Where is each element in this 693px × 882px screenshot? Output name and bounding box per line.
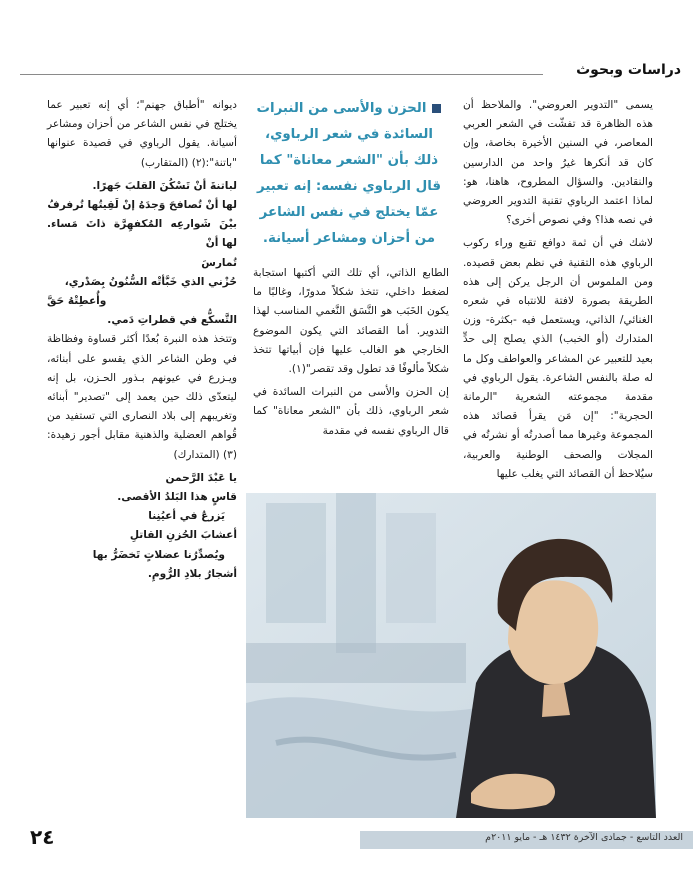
verse-line: التَّسكُّع في قطراتِ دَمي. (107, 314, 237, 327)
paragraph: وتتخذ هذه النبرة بُعدًا أكثر قساوة وفظاظة في وطن الشاعر الذي يقسو على أبنائه، ويـزرع في عيونهم بـذور الحـزن، بل إنه ليتعدّى ذلك حين يعمد إلى "تصدير" أبنائه وتغريبهم إلى بلاد النصارى التي تستفيد من قُواهم العضلية والذهنية مقابل أجور زهيدة:(٣) (المتدارك) (47, 333, 237, 461)
verse-line: أشجارُ بلادِ الرُّومِ. (147, 567, 237, 580)
text-column-right (463, 96, 653, 488)
verse-line: تُمارسَ (201, 256, 237, 269)
page-footer (0, 825, 693, 851)
paragraph: يسمى "التدوير العروضي". والملاحظ أن هذه الظاهرة قد تفشّت في الشعر العربي المعاصر، في السنين الأخيرة بخاصة، وإن كان قد أنكرها غيرُ واحد من الدارسين والنقادين. والسؤال المطروح، هاهنا، هو: لماذا اعتمد الرباوي تقنية التدوير العروضي في نصه هذا؟ وفي نصوص أخرى؟ (463, 99, 653, 227)
text-column-left (47, 96, 237, 584)
verse-block (47, 469, 237, 584)
square-bullet-icon (432, 104, 441, 113)
issue-info: العدد التاسع - جمادى الآخرة ١٤٣٢ هـ - مايو ٢٠١١م (485, 832, 683, 843)
verse-line: قاسٍ هذا البَلدُ الأقصى. (117, 491, 237, 504)
section-title: دراسات وبحوث (576, 62, 681, 78)
verse-line: حُزْني الذي خَبَّأتْه السُّنُونُ بِصَدْري، (64, 275, 237, 288)
verse-line: وأُعطِتْهُ حَقَّ (47, 295, 107, 308)
pull-quote-text: الحزن والأسى من النبرات السائدة في شعر الرباوي، ذلك بأن "الشعر معاناة" كما قال الرباوي نفسه: إنه تعبير عمّا يختلج في نفس الشاعر من أحزان ومشاعر أسيانة. (256, 101, 442, 246)
man-portrait-illustration (246, 493, 656, 818)
verse-line: لباتنةَ أنْ تَسْكُنَ القلبَ جَهرًا. (92, 179, 237, 192)
verse-line: بيْنَ شَوارعِه المُكفهِرَّة ذاتَ مَساء. لها أنْ (47, 218, 237, 250)
verse-line: يَزرعُ في أعيُنِنا (148, 510, 225, 523)
section-header (0, 58, 693, 88)
pull-quote (253, 96, 449, 252)
header-rule (20, 74, 543, 75)
paragraph: لاشك في أن ثمة دوافع تقبع وراء ركوب الرباوي هذه التقنية في نظم بعض قصيده. ومن الملموس أن الرجل يركن إلى هذه الطريقة بصورة لافتة للانتباه في شعره الغنائي/ الذاتي، ويستعمل فيه -بكثرة- وزن المتدارك (أو الخبب) الذي يصلح إلى حدٍّ بعيد للتعبير عن المشاعر والعواطف وكل ما له صلة بالنفس الشاعرة. يقول الرباوي في مقدمة مجموعته الشعرية "الرمانة الحجرية": "إن مَن يقرأ قصائد هذه المجموعة وغيرها مما أصدرتُه أو نشرتُه في المجلات والصحف الوطنية والعربية، سيُلاحظ أن القصائد التي يغلب عليها (463, 237, 653, 480)
page-number: ٢٤ (30, 825, 55, 849)
paragraph: إن الحزن والأسى من النبرات السائدة في شعر الرباوي، ذلك بأن "الشعر معاناة" كما قال الرباوي نفسه في مقدمة (253, 386, 449, 437)
paragraph: الطابع الذاتي، أي تلك التي أكتبها استجابة لضغط داخلي، تتخذ شكلاً مدورًا، وغالبًا ما يكون الخَبَب هو النَّسَق النَّغمي المناسب لهذا التدوير. أما القصائد التي يكون الموضوع الخارجي هو الغالب عليها فإن أبياتها تتخذ شكلاً مألوفًا قد تطول وقد تقصر"(١). (253, 267, 449, 376)
verse-block (47, 177, 237, 331)
verse-line: أعشابَ الحُزنِ القاتلِ (129, 529, 237, 542)
text-column-middle (253, 96, 449, 445)
verse-line: لها أنْ تُصافحَ وَجدَهُ إنْ لَقِيتُها تُرفرفُ (47, 199, 237, 212)
illustration (246, 493, 656, 818)
paragraph: ديوانه "أطباق جهنم"؛ أي إنه تعبير عما يختلج في نفس الشاعر من أحزان ومشاعر أسيانة. يقول الرباوي في قصيدة عنوانها "باتنة":(٢) (المتقارب) (47, 99, 237, 169)
verse-line: يا عَبْدَ الرَّحمن (165, 471, 237, 484)
verse-line: ويُصدِّرُنا عضلاتٍ تَخضَرُّ بها (92, 548, 225, 561)
